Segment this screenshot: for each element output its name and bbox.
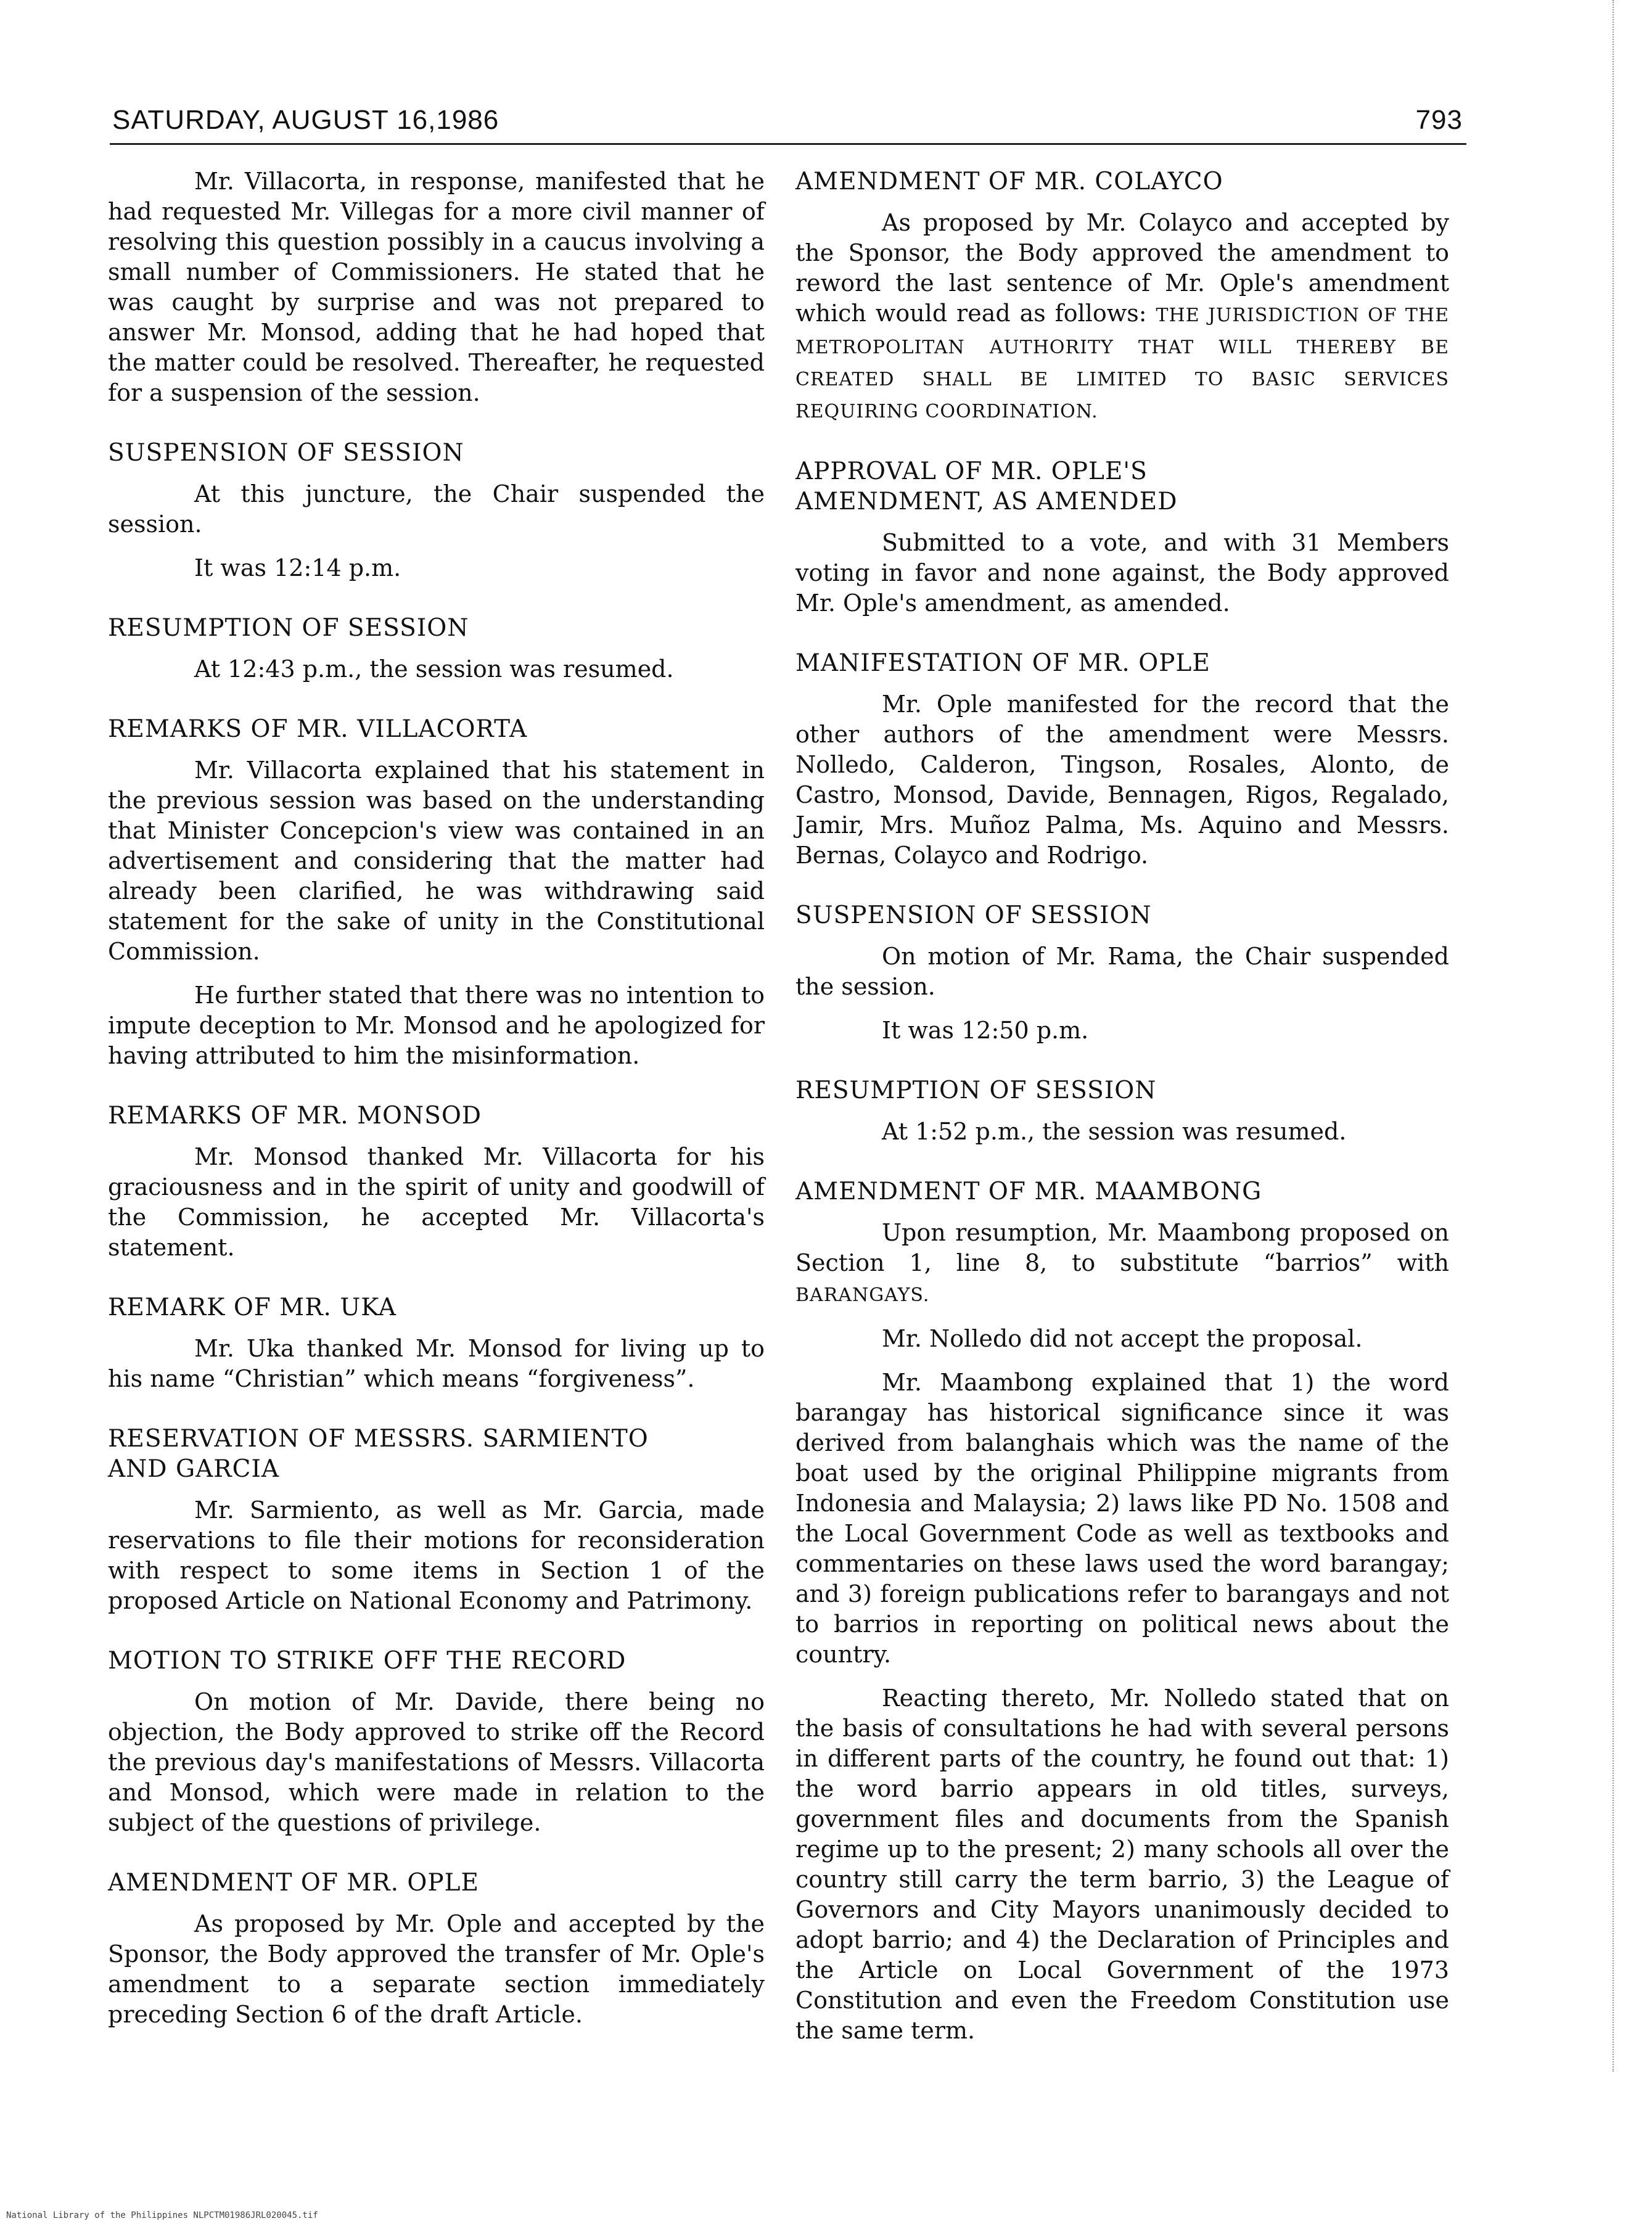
section-heading: SUSPENSION OF SESSION <box>108 439 464 467</box>
amendment-text: BARANGAYS. <box>795 1284 930 1306</box>
paragraph: It was 12:50 p.m. <box>882 1017 1089 1044</box>
paragraph: On motion of Mr. Rama, the Chair suspended the session. <box>795 943 1449 1000</box>
section-heading: REMARK OF MR. UKA <box>108 1294 397 1321</box>
running-head <box>112 105 1463 136</box>
left-column <box>108 166 765 2043</box>
paragraph: Mr. Villacorta, in response, manifested that he had requested Mr. Villegas for a more civil manner of resolving this question possibly in a caucus involving a small number of Commissioners. He stated that he was caught by surprise and was not prepared to answer Mr. Monsod, adding that he had hoped that the matter could be resolved. Thereafter, he requested for a suspension of the session. <box>108 168 765 406</box>
heading-line: AMENDMENT, AS AMENDED <box>795 488 1178 515</box>
header-rule <box>110 143 1466 145</box>
section-heading: MANIFESTATION OF MR. OPLE <box>795 649 1210 677</box>
paragraph: He further stated that there was no intention to impute deception to Mr. Monsod and he apologized for having attributed to him the misinformation. <box>108 982 765 1069</box>
right-column <box>795 166 1449 2059</box>
section-heading: REMARKS OF MR. MONSOD <box>108 1102 482 1130</box>
section-heading: REMARKS OF MR. VILLACORTA <box>108 715 528 743</box>
section-heading <box>108 1424 765 1484</box>
scan-edge-mark <box>1613 0 1619 2072</box>
paragraph: Mr. Maambong explained that 1) the word barangay has historical significance since it was derived from balanghais which was the name of the boat used by the original Philippine migrants from Indonesia and Malaysia; 2) laws like PD No. 1508 and the Local Government Code as well as textbooks and commentaries on these laws used the word barangay; and 3) foreign publications refer to barangays and not to barrios in reporting on political news about the country. <box>795 1369 1449 1668</box>
paragraph: On motion of Mr. Davide, there being no objection, the Body approved to strike off the Record the previous day's manifestations of Messrs. Villacorta and Monsod, which were made in relation to the subject of the questions of privilege. <box>108 1688 765 1836</box>
scan-footer-note: National Library of the Philippines NLPCTM01986JRL020045.tif <box>6 2211 318 2220</box>
heading-line: AND GARCIA <box>108 1455 280 1483</box>
paragraph: Mr. Villacorta explained that his statement in the previous session was based on the understanding that Minister Concepcion's view was contained in an advertisement and considering that the matter had already been clarified, he was withdrawing said statement for the sake of unity in the Constitutional Commission. <box>108 757 765 965</box>
paragraph: At this juncture, the Chair suspended the session. <box>108 480 765 538</box>
paragraph-text: Upon resumption, Mr. Maambong proposed on Section 1, line 8, to substitute “barrios” with <box>795 1219 1449 1276</box>
paragraph: Mr. Nolledo did not accept the proposal. <box>882 1325 1363 1352</box>
section-heading: RESUMPTION OF SESSION <box>795 1077 1157 1104</box>
paragraph: Submitted to a vote, and with 31 Members voting in favor and none against, the Body approved Mr. Ople's amendment, as amended. <box>795 529 1449 617</box>
section-heading: RESUMPTION OF SESSION <box>108 614 469 642</box>
page-number: 793 <box>1415 105 1463 135</box>
paragraph: At 1:52 p.m., the session was resumed. <box>882 1118 1347 1145</box>
section-heading: AMENDMENT OF MR. COLAYCO <box>795 168 1223 195</box>
section-heading: MOTION TO STRIKE OFF THE RECORD <box>108 1647 627 1675</box>
heading-line: RESERVATION OF MESSRS. SARMIENTO <box>108 1425 649 1453</box>
paragraph <box>795 208 1449 427</box>
paragraph: Mr. Monsod thanked Mr. Villacorta for his graciousness and in the spirit of unity and goodwill of the Commission, he accepted Mr. Villacorta's statement. <box>108 1143 765 1261</box>
paragraph: It was 12:14 p.m. <box>194 554 401 581</box>
paragraph: Reacting thereto, Mr. Nolledo stated that on the basis of consultations he had with several persons in different parts of the country, he found out that: 1) the word barrio appears in old titles, surveys, government files and documents from the Spanish regime up to the present; 2) many schools all over the country still carry the term barrio, 3) the League of Governors and City Mayors unanimously decided to adopt barrio; and 4) the Declaration of Principles and the Article on Local Government of the 1973 Constitution and even the Freedom Constitution use the same term. <box>795 1685 1449 2044</box>
header-date: SATURDAY, AUGUST 16,1986 <box>112 105 499 135</box>
paragraph-text: As proposed by Mr. Colayco and accepted by the Sponsor, the Body approved the amendment to reword the last sentence of Mr. Ople's amendment which would read as follows: <box>795 209 1449 327</box>
paragraph: Mr. Ople manifested for the record that the other authors of the amendment were Messrs. Nolledo, Calderon, Tingson, Rosales, Alonto, de Castro, Monsod, Davide, Bennagen, Rigos, Regalado, Jamir, Mrs. Muñoz Palma, Ms. Aquino and Messrs. Bernas, Colayco and Rodrigo. <box>795 691 1449 869</box>
paragraph <box>795 1218 1449 1310</box>
heading-line: APPROVAL OF MR. OPLE'S <box>795 458 1148 485</box>
paragraph: As proposed by Mr. Ople and accepted by the Sponsor, the Body approved the transfer of Mr. Ople's amendment to a separate section immediately preceding Section 6 of the draft Article. <box>108 1910 765 2028</box>
paragraph: Mr. Sarmiento, as well as Mr. Garcia, made reservations to file their motions for reconsideration with respect to some items in Section 1 of the proposed Article on National Economy and Patrimony. <box>108 1496 765 1614</box>
section-heading <box>795 456 1449 517</box>
paragraph: Mr. Uka thanked Mr. Monsod for living up to his name “Christian” which means “forgiveness”. <box>108 1335 765 1392</box>
section-heading: SUSPENSION OF SESSION <box>795 901 1152 929</box>
section-heading: AMENDMENT OF MR. OPLE <box>108 1869 480 1897</box>
section-heading: AMENDMENT OF MR. MAAMBONG <box>795 1178 1262 1205</box>
amendment-text: THE JURISDICTION OF THE METROPOLITAN AUTHORITY THAT WILL THEREBY BE CREATED SHALL BE LIMITED TO BASIC SERVICES REQUIRING COORDINATION. <box>795 305 1449 422</box>
paragraph: At 12:43 p.m., the session was resumed. <box>194 655 674 683</box>
